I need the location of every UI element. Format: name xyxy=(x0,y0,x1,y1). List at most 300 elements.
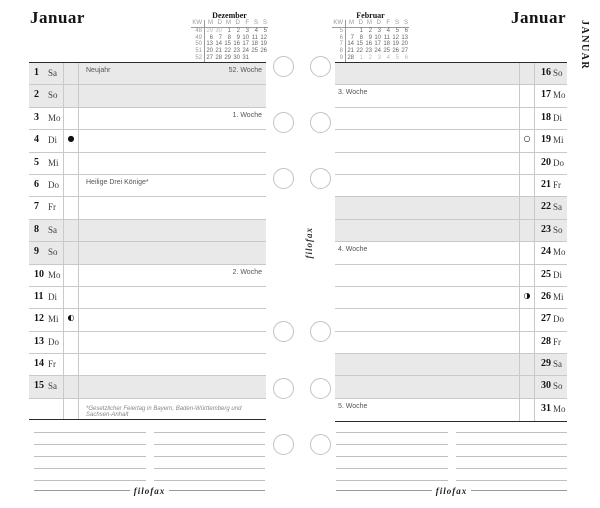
mini-day: 9 xyxy=(368,34,372,41)
moon-column xyxy=(63,63,79,84)
mini-calendar-title: Februar xyxy=(356,11,385,20)
mini-day: 13 xyxy=(401,34,408,41)
punch-hole xyxy=(273,168,294,189)
mini-day: 21 xyxy=(215,48,222,55)
day-row xyxy=(29,354,266,376)
mini-calendar-header xyxy=(332,20,409,28)
note-lines xyxy=(336,421,448,481)
mini-day: 6 xyxy=(209,34,213,41)
mini-day xyxy=(259,55,268,62)
mini-day: 19 xyxy=(260,41,267,48)
mini-day: 5 xyxy=(395,27,399,34)
day-number: 18 xyxy=(541,111,551,123)
day-number: 20 xyxy=(541,156,551,168)
day-number: 31 xyxy=(541,402,551,414)
punch-hole xyxy=(310,434,331,455)
mini-day: 3 xyxy=(245,27,249,34)
day-entry-area xyxy=(335,376,519,380)
moon-column xyxy=(63,376,79,397)
day-name: Di xyxy=(553,112,562,123)
day-number: 14 xyxy=(34,358,44,370)
new-moon-icon: ● xyxy=(63,130,79,151)
day-name: Mi xyxy=(48,314,59,325)
mini-day: 16 xyxy=(233,41,240,48)
day-name: Do xyxy=(48,336,59,347)
moon-column xyxy=(519,354,535,375)
holiday-footnote: *Gesetzlicher Feiertag in Bayern, Baden-Württemberg und Sachsen-Anhalt xyxy=(86,405,242,418)
mini-day: 9 xyxy=(236,34,240,41)
week-number: 50 xyxy=(191,41,205,48)
day-entry-area xyxy=(335,130,519,134)
mini-day: 8 xyxy=(359,34,363,41)
day-row xyxy=(29,242,266,264)
mini-col-header: D xyxy=(376,20,381,26)
day-row xyxy=(29,220,266,242)
moon-column xyxy=(63,153,79,174)
day-name: Sa xyxy=(553,202,562,213)
mini-day: 18 xyxy=(383,41,390,48)
mini-day: 2 xyxy=(368,27,372,34)
day-row xyxy=(335,332,567,354)
day-name: Mo xyxy=(48,112,61,123)
moon-column xyxy=(519,108,535,129)
mini-day: 11 xyxy=(251,34,258,41)
day-entry-area xyxy=(79,354,266,358)
mini-day: 19 xyxy=(392,41,399,48)
mini-day: 30 xyxy=(215,27,222,34)
mini-day: 2 xyxy=(236,27,240,34)
day-number: 10 xyxy=(34,268,44,280)
mini-day: 24 xyxy=(374,48,381,55)
moon-column xyxy=(63,197,79,218)
moon-column xyxy=(63,287,79,308)
moon-column xyxy=(63,175,79,196)
mini-day: 1 xyxy=(359,54,363,61)
day-grid-right xyxy=(335,62,567,422)
mini-day: 20 xyxy=(401,41,408,48)
day-number: 23 xyxy=(541,223,551,235)
mini-day: 17 xyxy=(242,41,249,48)
day-entry-area xyxy=(79,287,266,291)
week-number: 49 xyxy=(191,35,205,42)
mini-day: 4 xyxy=(386,27,390,34)
day-entry-area xyxy=(79,153,266,157)
filofax-logo: filofax xyxy=(133,485,166,496)
week-number: 5 xyxy=(332,28,346,35)
mini-col-header: M xyxy=(367,20,372,26)
day-rows-right xyxy=(335,63,567,421)
day-row xyxy=(29,63,266,85)
mini-day: 3 xyxy=(377,54,381,61)
mini-col-header: F xyxy=(386,20,390,26)
mini-col-header: F xyxy=(245,20,249,26)
day-entry-area xyxy=(79,332,266,336)
moon-column xyxy=(519,376,535,397)
mini-day: 26 xyxy=(392,48,399,55)
punch-hole xyxy=(273,434,294,455)
day-number: 9 xyxy=(34,246,39,258)
mini-col-header: M xyxy=(349,20,354,26)
day-entry-area xyxy=(79,108,266,119)
moon-column xyxy=(519,197,535,218)
mini-day: 6 xyxy=(404,27,408,34)
day-entry-area xyxy=(335,85,519,96)
day-number: 24 xyxy=(541,246,551,258)
mini-day: 14 xyxy=(347,41,354,48)
day-row xyxy=(335,242,567,264)
day-number: 17 xyxy=(541,89,551,101)
day-row xyxy=(335,354,567,376)
mini-day: 1 xyxy=(359,27,363,34)
mini-day: 25 xyxy=(383,48,390,55)
mini-day: 4 xyxy=(386,54,390,61)
mini-day: 15 xyxy=(224,41,231,48)
moon-column xyxy=(63,108,79,129)
mini-calendar-december xyxy=(191,11,268,62)
day-row xyxy=(335,376,567,398)
mini-day: 6 xyxy=(404,54,408,61)
punch-hole xyxy=(310,168,331,189)
footnote-row xyxy=(29,399,266,419)
punch-hole xyxy=(273,112,294,133)
mini-day: 25 xyxy=(251,48,258,55)
day-entry-area xyxy=(335,242,519,253)
mini-day: 28 xyxy=(215,54,222,61)
full-moon-icon: ○ xyxy=(519,130,535,151)
mini-calendar-february xyxy=(332,11,409,62)
mini-col-header: M xyxy=(208,20,213,26)
day-row xyxy=(335,63,567,85)
brand-line-left xyxy=(34,484,265,497)
mini-day: 29 xyxy=(206,27,213,34)
day-name: Di xyxy=(48,291,57,302)
moon-column xyxy=(519,332,535,353)
day-row xyxy=(29,287,266,309)
day-name: Do xyxy=(553,314,564,325)
mini-day: 27 xyxy=(401,48,408,55)
mini-day: 1 xyxy=(227,27,231,34)
day-row xyxy=(29,332,266,354)
mini-calendar-week xyxy=(332,48,409,55)
day-name: Fr xyxy=(48,202,57,213)
mini-day: 27 xyxy=(206,54,213,61)
day-row xyxy=(29,153,266,175)
mini-day: 2 xyxy=(368,54,372,61)
moon-column xyxy=(63,332,79,353)
mini-day: 18 xyxy=(251,41,258,48)
day-number: 1 xyxy=(34,67,39,78)
note-lines xyxy=(456,421,568,481)
day-number: 22 xyxy=(541,201,551,213)
week-number-header: KW xyxy=(191,20,205,27)
mini-calendar-week xyxy=(332,41,409,48)
day-number: 11 xyxy=(34,290,44,302)
day-number: 19 xyxy=(541,134,551,146)
mini-day: 31 xyxy=(242,54,249,61)
mini-day: 30 xyxy=(233,54,240,61)
mini-day: 8 xyxy=(227,34,231,41)
moon-column xyxy=(63,354,79,375)
week-label: 52. Woche xyxy=(228,67,262,74)
moon-column xyxy=(519,85,535,106)
day-row xyxy=(335,130,567,152)
day-number: 28 xyxy=(541,335,551,347)
mini-calendar-week xyxy=(332,28,409,35)
note-lines xyxy=(154,421,266,481)
day-row xyxy=(29,376,266,398)
notes-area-left xyxy=(34,421,265,481)
day-number: 21 xyxy=(541,178,551,190)
moon-column xyxy=(519,63,535,84)
day-entry-area xyxy=(335,287,519,291)
mini-day: 16 xyxy=(365,41,372,48)
day-row xyxy=(335,265,567,287)
day-number: 8 xyxy=(34,223,39,235)
day-entry-area xyxy=(335,220,519,224)
holiday-entry: Heilige Drei Könige* xyxy=(86,178,149,186)
week-number: 8 xyxy=(332,48,346,55)
mini-day xyxy=(250,55,259,62)
mini-col-header: D xyxy=(217,20,222,26)
punch-hole xyxy=(310,112,331,133)
day-row xyxy=(335,175,567,197)
mini-day: 12 xyxy=(392,34,399,41)
week-label: 4. Woche xyxy=(338,246,368,254)
mini-col-header: S xyxy=(262,20,267,26)
mini-day: 10 xyxy=(374,34,381,41)
mini-day: 23 xyxy=(233,48,240,55)
month-title-left: Januar xyxy=(30,8,85,27)
day-row xyxy=(29,309,266,331)
day-entry-area xyxy=(79,309,266,313)
day-number: 2 xyxy=(34,89,39,101)
mini-day: 20 xyxy=(206,48,213,55)
week-number: 48 xyxy=(191,28,205,35)
day-name: Sa xyxy=(48,68,57,78)
moon-column xyxy=(519,309,535,330)
day-row xyxy=(335,399,567,421)
mini-day: 29 xyxy=(224,54,231,61)
moon-column xyxy=(519,265,535,286)
moon-column xyxy=(519,175,535,196)
mini-calendar-week xyxy=(332,55,409,62)
day-entry-area xyxy=(79,130,266,134)
day-entry-area xyxy=(79,85,266,89)
day-row xyxy=(29,85,266,107)
mini-calendar-header xyxy=(191,20,268,28)
day-entry-area xyxy=(79,63,266,74)
mini-calendar-week xyxy=(191,35,268,42)
mini-calendar-week xyxy=(191,28,268,35)
punch-hole xyxy=(310,321,331,342)
day-number: 16 xyxy=(541,67,551,78)
mini-day: 5 xyxy=(263,27,267,34)
mini-col-header: D xyxy=(358,20,363,26)
day-number: 26 xyxy=(541,290,551,302)
day-name: So xyxy=(553,68,563,78)
last-quarter-moon-icon: ◑ xyxy=(519,287,535,308)
day-number: 6 xyxy=(34,178,39,190)
mini-day: 14 xyxy=(215,41,222,48)
day-row xyxy=(29,175,266,197)
day-row xyxy=(335,108,567,130)
day-entry-area xyxy=(335,108,519,112)
day-entry-area xyxy=(335,332,519,336)
moon-column xyxy=(63,399,79,419)
holiday-entry: Neujahr xyxy=(86,67,111,74)
mini-calendar-week xyxy=(191,55,268,62)
day-name: Do xyxy=(553,157,564,168)
day-name: Fr xyxy=(553,336,562,347)
day-name: Mo xyxy=(553,90,566,101)
mini-day: 13 xyxy=(206,41,213,48)
mini-day: 22 xyxy=(224,48,231,55)
day-entry-area xyxy=(79,220,266,224)
day-row xyxy=(335,153,567,175)
mini-day: 26 xyxy=(260,48,267,55)
mini-day: 28 xyxy=(347,54,354,61)
day-entry-area xyxy=(335,399,519,410)
day-rows-left xyxy=(29,63,266,399)
mini-day: 15 xyxy=(356,41,363,48)
mini-col-header: S xyxy=(394,20,399,26)
day-number: 3 xyxy=(34,111,39,123)
mini-day: 7 xyxy=(350,34,354,41)
first-quarter-moon-icon: ◐ xyxy=(63,309,79,330)
punch-hole xyxy=(273,56,294,77)
day-name: Mi xyxy=(48,157,59,168)
mini-col-header: D xyxy=(235,20,240,26)
day-name: So xyxy=(553,224,563,235)
mini-day: 4 xyxy=(254,27,258,34)
day-number: 25 xyxy=(541,268,551,280)
week-number: 6 xyxy=(332,35,346,42)
mini-calendar-title: Dezember xyxy=(212,11,247,20)
mini-calendar-week xyxy=(191,48,268,55)
week-label: 5. Woche xyxy=(338,402,368,410)
punch-hole xyxy=(273,321,294,342)
day-name: Di xyxy=(48,135,57,146)
day-row xyxy=(29,130,266,152)
day-entry-area xyxy=(79,265,266,276)
moon-column xyxy=(519,399,535,421)
moon-column xyxy=(63,85,79,106)
mini-day: 12 xyxy=(260,34,267,41)
mini-day: 21 xyxy=(347,48,354,55)
mini-day: 10 xyxy=(242,34,249,41)
mini-day: 22 xyxy=(356,48,363,55)
day-name: So xyxy=(48,90,58,101)
mini-day: 5 xyxy=(395,54,399,61)
mini-day: 7 xyxy=(218,34,222,41)
week-number: 52 xyxy=(191,55,205,62)
day-entry-area xyxy=(335,63,519,67)
punch-hole xyxy=(273,378,294,399)
moon-column xyxy=(519,242,535,263)
filofax-logo-vertical: filofax xyxy=(304,227,314,259)
day-row xyxy=(335,287,567,309)
mini-col-header: S xyxy=(253,20,258,26)
day-name: Mo xyxy=(48,269,61,280)
day-entry-area xyxy=(335,309,519,313)
day-name: Sa xyxy=(48,224,57,235)
moon-column xyxy=(63,220,79,241)
day-entry-area xyxy=(335,175,519,179)
day-grid-left xyxy=(29,62,266,420)
day-name: Mi xyxy=(553,291,564,302)
day-row xyxy=(29,265,266,287)
day-row xyxy=(335,220,567,242)
day-number: 30 xyxy=(541,380,551,392)
brand-line-right xyxy=(336,484,567,497)
day-number: 15 xyxy=(34,380,44,392)
day-row xyxy=(29,197,266,219)
week-number: 9 xyxy=(332,55,346,62)
day-row xyxy=(335,309,567,331)
day-name: Sa xyxy=(48,381,57,392)
day-number: 5 xyxy=(34,156,39,168)
punch-hole xyxy=(310,56,331,77)
notes-area-right xyxy=(336,421,567,481)
day-entry-area xyxy=(79,376,266,380)
day-number: 12 xyxy=(34,313,44,325)
day-name: Do xyxy=(48,179,59,190)
day-entry-area xyxy=(79,175,266,186)
day-number: 4 xyxy=(34,134,39,146)
day-number: 13 xyxy=(34,335,44,347)
day-entry-area xyxy=(79,242,266,246)
day-name: Mo xyxy=(553,403,566,414)
day-row xyxy=(29,108,266,130)
mini-day: 3 xyxy=(377,27,381,34)
mini-calendar-week xyxy=(332,35,409,42)
day-number: 27 xyxy=(541,313,551,325)
moon-column xyxy=(63,265,79,286)
day-name: So xyxy=(553,381,563,392)
moon-column xyxy=(63,242,79,263)
day-name: Fr xyxy=(48,359,57,370)
filofax-logo: filofax xyxy=(435,485,468,496)
day-number: 29 xyxy=(541,358,551,370)
day-row xyxy=(335,197,567,219)
day-entry-area xyxy=(335,354,519,358)
day-number: 7 xyxy=(34,201,39,213)
day-name: Sa xyxy=(553,359,562,370)
week-label: 2. Woche xyxy=(232,268,262,276)
moon-column xyxy=(519,153,535,174)
day-name: Mi xyxy=(553,135,564,146)
mini-day xyxy=(346,28,355,35)
note-lines xyxy=(34,421,146,481)
mini-day: 24 xyxy=(242,48,249,55)
day-entry-area xyxy=(79,197,266,201)
moon-column xyxy=(519,220,535,241)
mini-day: 17 xyxy=(374,41,381,48)
day-name: Mo xyxy=(553,247,566,258)
mini-col-header: S xyxy=(403,20,408,26)
week-number: 51 xyxy=(191,48,205,55)
day-entry-area xyxy=(335,153,519,157)
mini-day: 11 xyxy=(383,34,390,41)
day-entry-area xyxy=(335,265,519,269)
month-title-right: Januar xyxy=(511,8,566,27)
mini-day: 23 xyxy=(365,48,372,55)
day-row xyxy=(335,85,567,107)
day-entry-area xyxy=(335,197,519,201)
mini-col-header: M xyxy=(226,20,231,26)
mini-calendar-week xyxy=(191,41,268,48)
punch-hole xyxy=(310,378,331,399)
